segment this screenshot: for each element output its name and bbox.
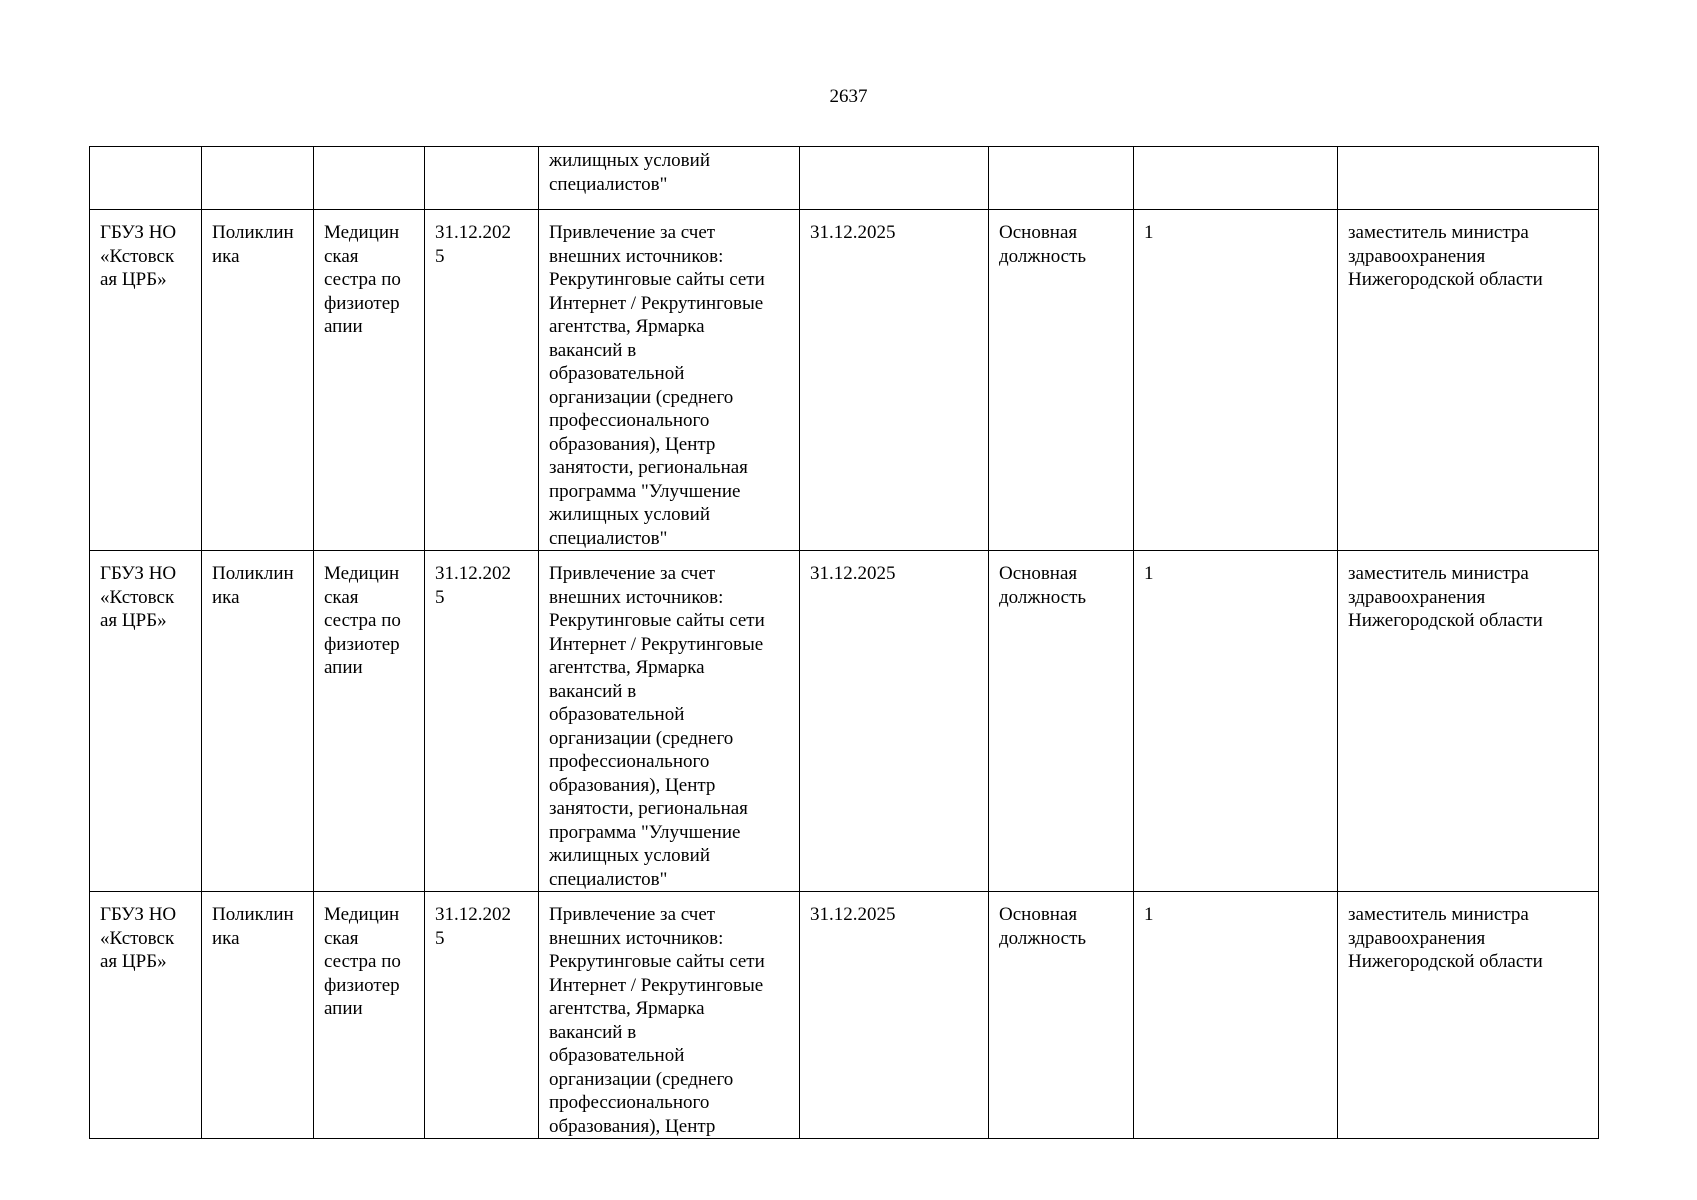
- cell-method: [539, 551, 800, 892]
- responsible-text: заместитель министра здравоохранения Нижегородской области: [1348, 904, 1543, 972]
- org-text: ГБУЗ НО «Кстовск ая ЦРБ»: [100, 904, 177, 972]
- cell-empty: [90, 147, 202, 210]
- cell-count: [1134, 551, 1338, 892]
- job-type-text: Основная должность: [999, 904, 1087, 949]
- cell-date: [425, 892, 539, 1139]
- position-text: Медицин ская сестра по физиотер апии: [324, 904, 401, 1019]
- count-text: 1: [1144, 904, 1154, 925]
- staffing-table: [89, 146, 1599, 1139]
- method-text: жилищных условий специалистов": [549, 150, 710, 195]
- cell-org: [90, 210, 202, 551]
- unit-text: Поликлин ика: [212, 563, 294, 608]
- table-row-continuation: [90, 147, 1599, 210]
- cell-empty: [202, 147, 314, 210]
- position-text: Медицин ская сестра по физиотер апии: [324, 563, 401, 678]
- cell-job-type: [989, 210, 1134, 551]
- table-row: [90, 892, 1599, 1139]
- cell-job-type: [989, 551, 1134, 892]
- cell-position: [314, 551, 425, 892]
- cell-method: [539, 147, 800, 210]
- cell-empty: [1338, 147, 1599, 210]
- cell-date: [425, 551, 539, 892]
- responsible-text: заместитель министра здравоохранения Нижегородской области: [1348, 222, 1543, 290]
- responsible-text: заместитель министра здравоохранения Нижегородской области: [1348, 563, 1543, 631]
- method-text: Привлечение за счет внешних источников: Рекрутинговые сайты сети Интернет / Рекрутинговые агентства, Ярмарка вакансий в образовательной организации (среднего профессионального образования), Центр: [549, 904, 765, 1137]
- cell-org: [90, 892, 202, 1139]
- cell-empty: [314, 147, 425, 210]
- deadline-text: 31.12.2025: [810, 222, 896, 243]
- cell-empty: [1134, 147, 1338, 210]
- cell-unit: [202, 210, 314, 551]
- cell-empty: [989, 147, 1134, 210]
- unit-text: Поликлин ика: [212, 222, 294, 267]
- unit-text: Поликлин ика: [212, 904, 294, 949]
- method-text: Привлечение за счет внешних источников: Рекрутинговые сайты сети Интернет / Рекрутинговые агентства, Ярмарка вакансий в образовательной организации (среднего профессионального образования), Центр занятости, региональная программа "Улучшение жилищных условий специалистов": [549, 563, 765, 890]
- date-text: 31.12.202 5: [435, 904, 511, 949]
- deadline-text: 31.12.2025: [810, 563, 896, 584]
- cell-responsible: [1338, 210, 1599, 551]
- job-type-text: Основная должность: [999, 563, 1087, 608]
- table-row: [90, 551, 1599, 892]
- position-text: Медицин ская сестра по физиотер апии: [324, 222, 401, 337]
- date-text: 31.12.202 5: [435, 563, 511, 608]
- cell-date: [425, 210, 539, 551]
- org-text: ГБУЗ НО «Кстовск ая ЦРБ»: [100, 563, 177, 631]
- cell-method: [539, 892, 800, 1139]
- cell-count: [1134, 892, 1338, 1139]
- cell-responsible: [1338, 551, 1599, 892]
- page-number: 2637: [829, 86, 868, 107]
- deadline-text: 31.12.2025: [810, 904, 896, 925]
- table-row: [90, 210, 1599, 551]
- cell-unit: [202, 551, 314, 892]
- cell-deadline: [800, 551, 989, 892]
- job-type-text: Основная должность: [999, 222, 1087, 267]
- cell-responsible: [1338, 892, 1599, 1139]
- cell-count: [1134, 210, 1338, 551]
- cell-unit: [202, 892, 314, 1139]
- cell-deadline: [800, 210, 989, 551]
- org-text: ГБУЗ НО «Кстовск ая ЦРБ»: [100, 222, 177, 290]
- count-text: 1: [1144, 222, 1154, 243]
- cell-empty: [800, 147, 989, 210]
- cell-org: [90, 551, 202, 892]
- cell-deadline: [800, 892, 989, 1139]
- cell-method: [539, 210, 800, 551]
- cell-position: [314, 210, 425, 551]
- date-text: 31.12.202 5: [435, 222, 511, 267]
- cell-job-type: [989, 892, 1134, 1139]
- cell-empty: [425, 147, 539, 210]
- cell-position: [314, 892, 425, 1139]
- method-text: Привлечение за счет внешних источников: Рекрутинговые сайты сети Интернет / Рекрутинговые агентства, Ярмарка вакансий в образовательной организации (среднего профессионального образования), Центр занятости, региональная программа "Улучшение жилищных условий специалистов": [549, 222, 765, 549]
- count-text: 1: [1144, 563, 1154, 584]
